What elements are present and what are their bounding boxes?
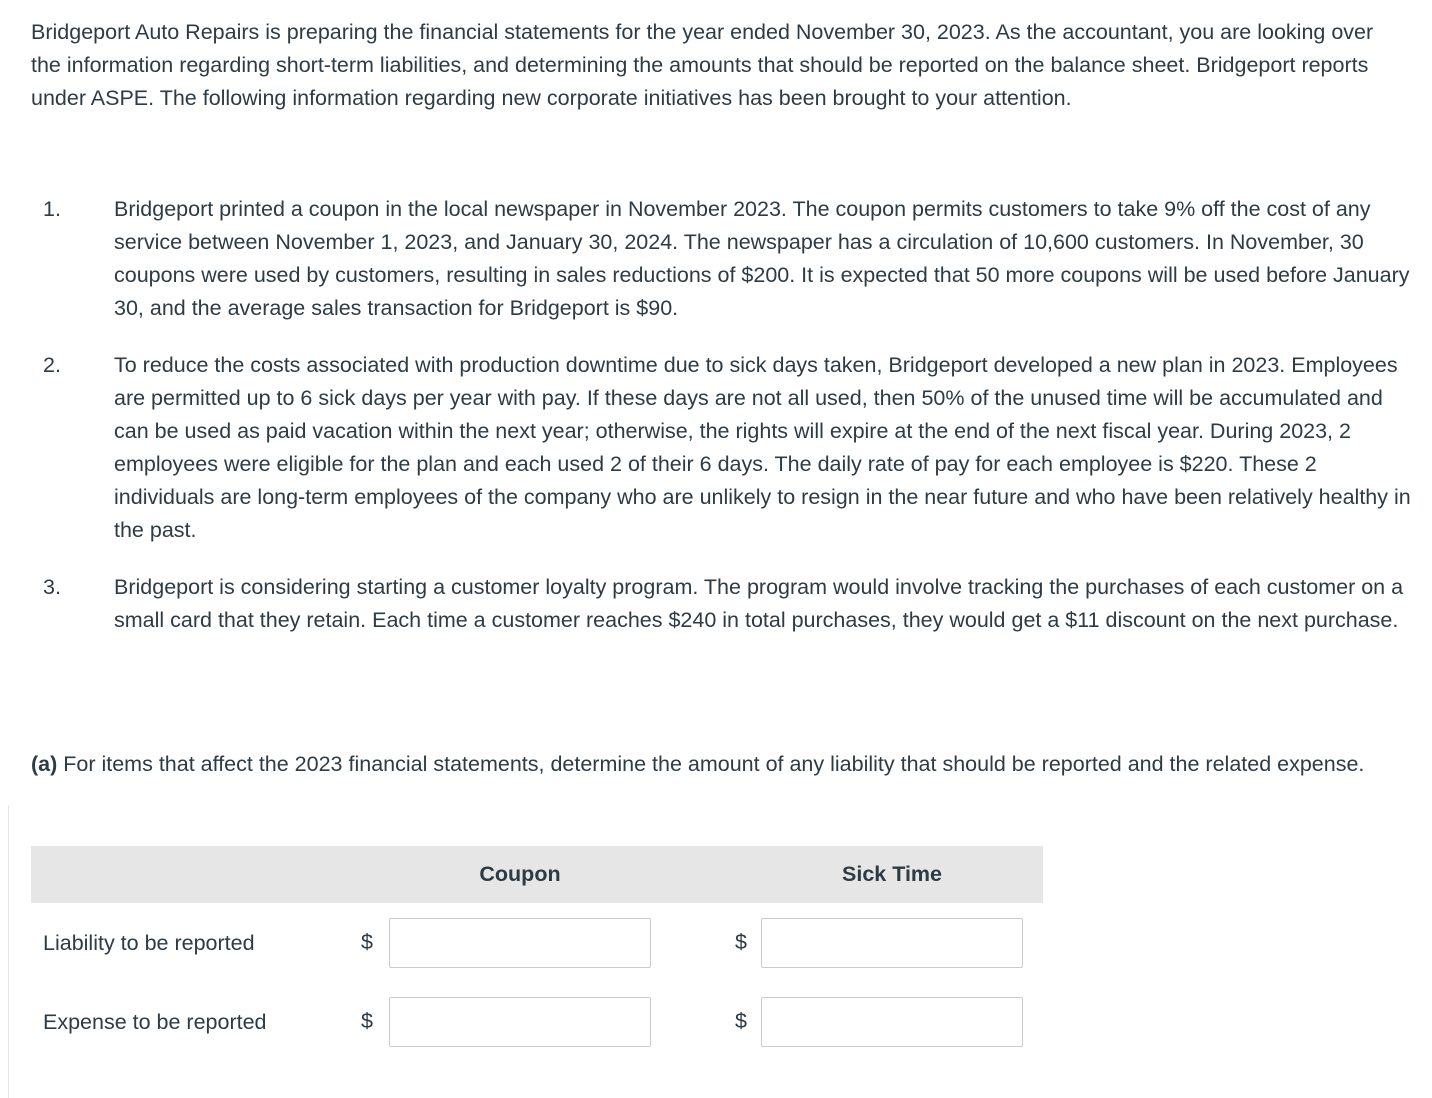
currency-symbol: $ [735, 1009, 747, 1033]
question-prompt [31, 748, 1411, 781]
currency-symbol: $ [361, 930, 373, 954]
table-row-expense [31, 982, 1043, 1061]
answer-table [31, 846, 1043, 1061]
liability-sick-time-input[interactable] [761, 918, 1023, 968]
initiative-list [31, 193, 1411, 661]
intro-paragraph: Bridgeport Auto Repairs is preparing the financial statements for the year ended November 30, 2023. As the accountant, you are looking over the information regarding short-term liabilities, and determining the amounts that should be reported on the balance sheet. Bridgeport reports under ASPE. The following information regarding new corporate initiatives has been brought to your attention. [31, 20, 1374, 110]
currency-symbol: $ [735, 930, 747, 954]
header-sick-time: Sick Time [842, 862, 942, 886]
left-border-rule [8, 805, 9, 1098]
list-item [31, 349, 1411, 547]
list-item-number: 2. [43, 353, 61, 377]
list-item-text: To reduce the costs associated with production downtime due to sick days taken, Bridgeport developed a new plan in 2023. Employees are permitted up to 6 sick days per year with pay. If these days are not all used, then 50% of the unused time will be accumulated and can be used as paid vacation within the next year; otherwise, the rights will expire at the end of the next fiscal year. During 2023, 2 employees were eligible for the plan and each used 2 of their 6 days. The daily rate of pay for each employee is $220. These 2 individuals are long-term employees of the company who are unlikely to resign in the near future and who have been relatively healthy in the past. [114, 353, 1411, 542]
row-label-expense: Expense to be reported [43, 1010, 267, 1034]
list-item-number: 3. [43, 575, 61, 599]
table-header [31, 846, 1043, 903]
list-item-text: Bridgeport printed a coupon in the local newspaper in November 2023. The coupon permits customers to take 9% off the cost of any service between November 1, 2023, and January 30, 2024. The newspaper has a circulation of 10,600 customers. In November, 30 coupons were used by customers, resulting in sales reductions of $200. It is expected that 50 more coupons will be used before January 30, and the average sales transaction for Bridgeport is $90. [114, 197, 1410, 320]
row-label-liability: Liability to be reported [43, 931, 255, 955]
currency-symbol: $ [361, 1009, 373, 1033]
table-row-liability [31, 903, 1043, 982]
list-item-text: Bridgeport is considering starting a customer loyalty program. The program would involve tracking the purchases of each customer on a small card that they retain. Each time a customer reaches $240 in total purchases, they would get a $11 discount on the next purchase. [114, 575, 1404, 632]
expense-sick-time-input[interactable] [761, 997, 1023, 1047]
liability-coupon-input[interactable] [389, 918, 651, 968]
question-text: For items that affect the 2023 financial statements, determine the amount of any liability that should be reported and the related expense. [57, 752, 1365, 776]
list-item-number: 1. [43, 197, 61, 221]
header-coupon: Coupon [479, 862, 561, 886]
list-item [31, 193, 1411, 325]
question-label: (a) [31, 752, 58, 776]
expense-coupon-input[interactable] [389, 997, 651, 1047]
list-item [31, 571, 1411, 637]
